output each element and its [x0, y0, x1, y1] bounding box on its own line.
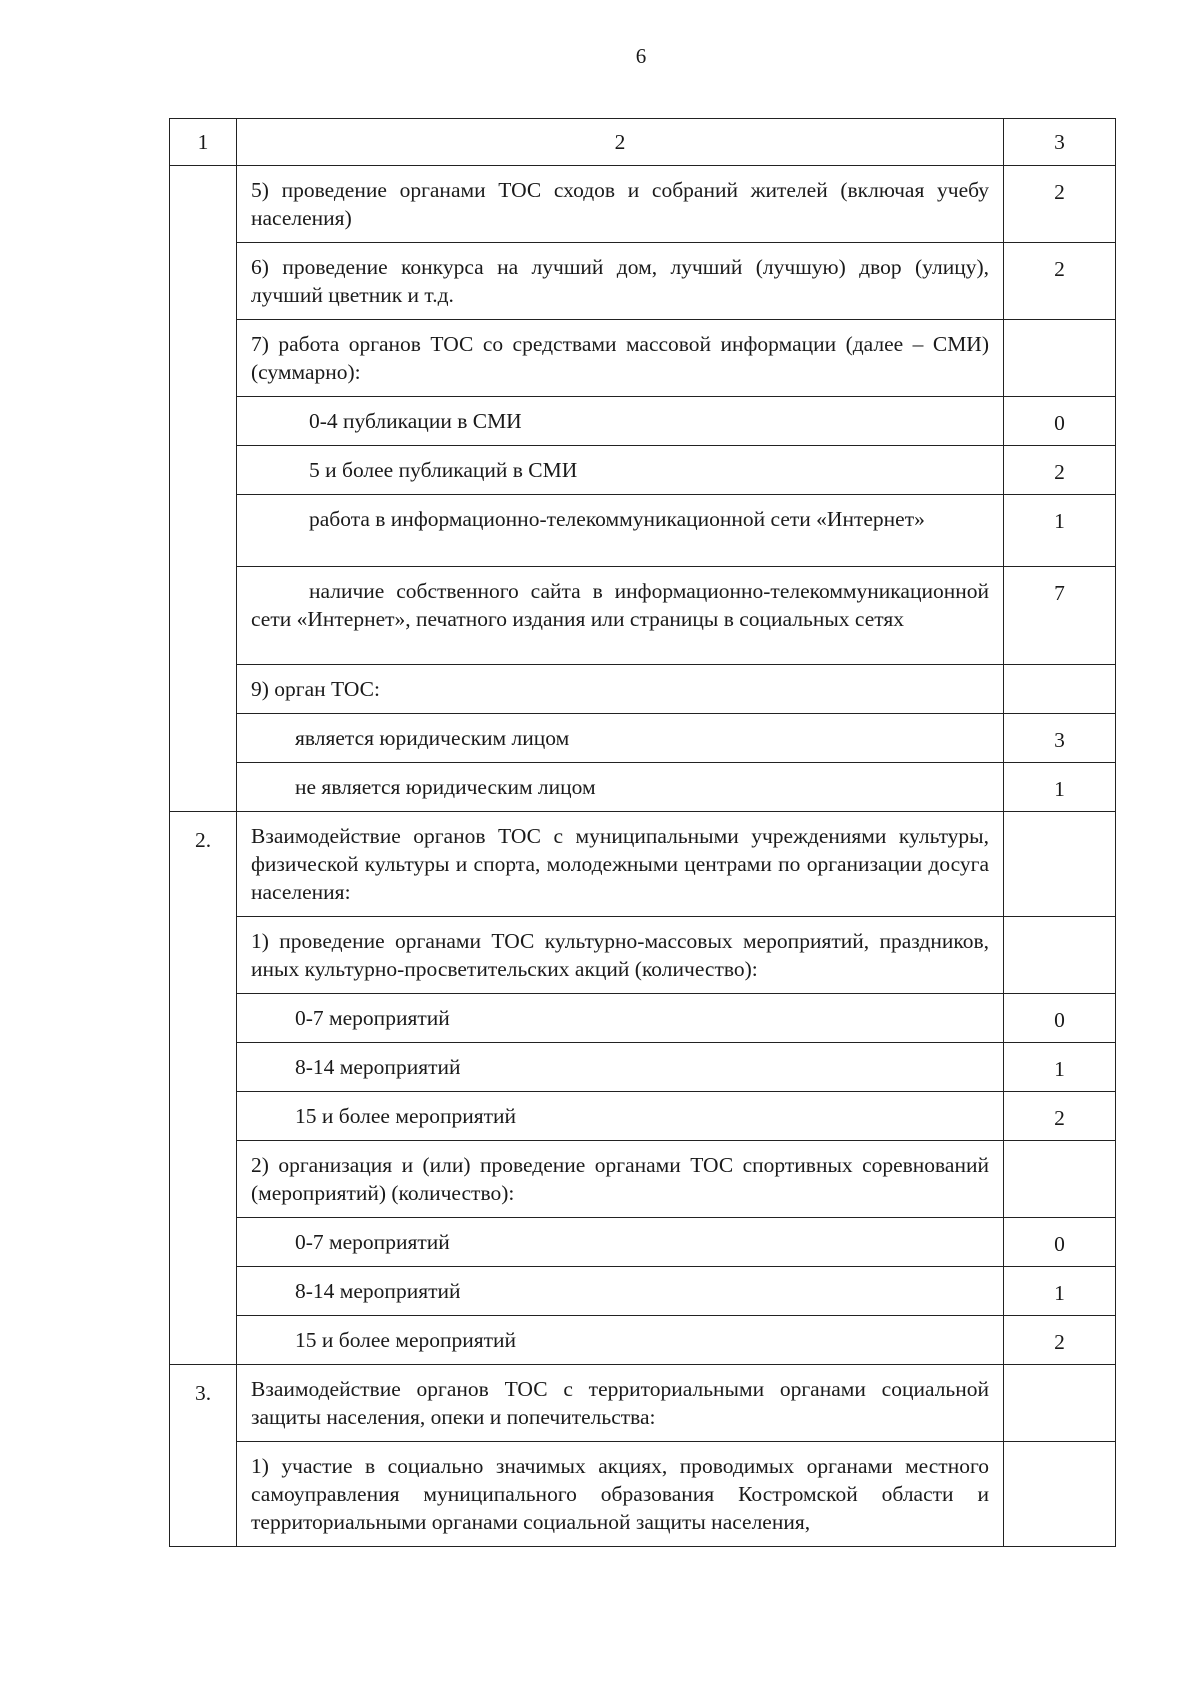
table-row — [170, 166, 1116, 243]
table-row — [170, 446, 1116, 495]
table-row — [170, 567, 1116, 665]
row-text: 0-4 публикации в СМИ — [237, 397, 1004, 446]
page-number: 6 — [635, 44, 647, 68]
row-text: 0-7 мероприятий — [237, 1218, 1004, 1267]
row-text: Взаимодействие органов ТОС с территориальными органами социальной защиты населения, опеки и попечительства: — [237, 1365, 1004, 1442]
row-text: 6) проведение конкурса на лучший дом, лучший (лучшую) двор (улицу), лучший цветник и т.д. — [237, 243, 1004, 320]
row-score — [1004, 1365, 1116, 1442]
row-text: 8-14 мероприятий — [237, 1043, 1004, 1092]
criteria-table — [169, 118, 1116, 1547]
table-row — [170, 1365, 1116, 1442]
row-number: 2. — [170, 812, 237, 1365]
row-score: 1 — [1004, 763, 1116, 812]
row-number — [170, 166, 237, 812]
row-text: не является юридическим лицом — [237, 763, 1004, 812]
row-text: 1) проведение органами ТОС культурно-массовых мероприятий, праздников, иных культурно-просветительских акций (количество): — [237, 917, 1004, 994]
row-text: 1) участие в социально значимых акциях, проводимых органами местного самоуправления муниципального образования Костромской области и территориальными органами социальной защиты населения, — [237, 1442, 1004, 1547]
table-row — [170, 320, 1116, 397]
header-col-1: 1 — [170, 119, 237, 166]
table-row — [170, 665, 1116, 714]
row-score: 2 — [1004, 1092, 1116, 1141]
row-score — [1004, 320, 1116, 397]
row-score: 0 — [1004, 1218, 1116, 1267]
table-row — [170, 1218, 1116, 1267]
row-text: 5) проведение органами ТОС сходов и собраний жителей (включая учебу населения) — [237, 166, 1004, 243]
row-text: 15 и более мероприятий — [237, 1316, 1004, 1365]
row-text: 5 и более публикаций в СМИ — [237, 446, 1004, 495]
table-row — [170, 1442, 1116, 1547]
table-row — [170, 812, 1116, 917]
table-header-row — [170, 119, 1116, 166]
row-score — [1004, 1141, 1116, 1218]
row-score: 1 — [1004, 1267, 1116, 1316]
row-score: 3 — [1004, 714, 1116, 763]
table-row — [170, 1092, 1116, 1141]
row-score: 2 — [1004, 446, 1116, 495]
row-text: является юридическим лицом — [237, 714, 1004, 763]
table-row — [170, 714, 1116, 763]
header-col-2: 2 — [237, 119, 1004, 166]
row-score: 0 — [1004, 994, 1116, 1043]
row-score: 2 — [1004, 243, 1116, 320]
table-row — [170, 243, 1116, 320]
row-number: 3. — [170, 1365, 237, 1547]
row-score: 1 — [1004, 495, 1116, 567]
row-score — [1004, 917, 1116, 994]
table-row — [170, 1043, 1116, 1092]
row-text: 9) орган ТОС: — [237, 665, 1004, 714]
row-text: 7) работа органов ТОС со средствами массовой информации (далее – СМИ) (суммарно): — [237, 320, 1004, 397]
row-text: 0-7 мероприятий — [237, 994, 1004, 1043]
row-score: 1 — [1004, 1043, 1116, 1092]
row-text: наличие собственного сайта в информационно-телекоммуникационной сети «Интернет», печатного издания или страницы в социальных сетях — [237, 567, 1004, 665]
row-text: 2) организация и (или) проведение органами ТОС спортивных соревнований (мероприятий) (количество): — [237, 1141, 1004, 1218]
row-text: 8-14 мероприятий — [237, 1267, 1004, 1316]
table-row — [170, 917, 1116, 994]
row-score: 2 — [1004, 1316, 1116, 1365]
row-score — [1004, 1442, 1116, 1547]
row-text: 15 и более мероприятий — [237, 1092, 1004, 1141]
table-row — [170, 397, 1116, 446]
table-row — [170, 495, 1116, 567]
row-score: 7 — [1004, 567, 1116, 665]
table-row — [170, 1316, 1116, 1365]
row-score — [1004, 812, 1116, 917]
header-col-3: 3 — [1004, 119, 1116, 166]
table-row — [170, 1267, 1116, 1316]
table-row — [170, 1141, 1116, 1218]
table-row — [170, 994, 1116, 1043]
row-score: 2 — [1004, 166, 1116, 243]
row-text: работа в информационно-телекоммуникационной сети «Интернет» — [237, 495, 1004, 567]
row-score — [1004, 665, 1116, 714]
table-row — [170, 763, 1116, 812]
row-score: 0 — [1004, 397, 1116, 446]
row-text: Взаимодействие органов ТОС с муниципальными учреждениями культуры, физической культуры и спорта, молодежными центрами по организации досуга населения: — [237, 812, 1004, 917]
